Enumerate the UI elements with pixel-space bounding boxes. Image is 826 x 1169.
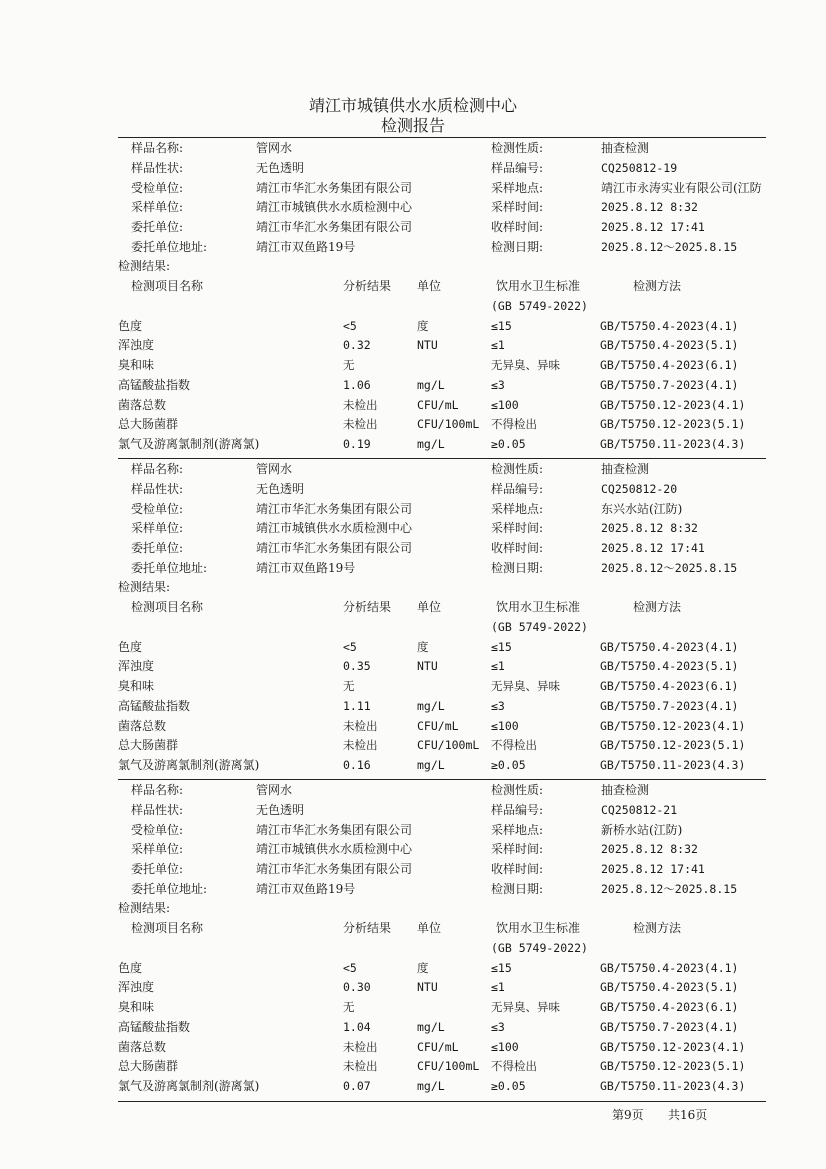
value-sample-name: 管网水 [256,783,293,797]
label-sample-no: 样品编号: [491,161,544,175]
label-client: 委托单位: [131,220,184,234]
cell-result: 未检出 [343,398,378,412]
label-sample-name: 样品名称: [131,462,184,476]
results-heading: 检测结果: [118,580,171,594]
cell-standard: 无异臭、异味 [491,1000,560,1014]
value-sample-state: 无色透明 [256,803,305,817]
label-inspected-unit: 受检单位: [131,823,184,837]
value-test-nature: 抽查检测 [601,783,650,797]
cell-item: 总大肠菌群 [118,1059,179,1073]
label-sample-state: 样品性状: [131,803,184,817]
cell-result: 1.06 [343,378,371,392]
value-test-date: 2025.8.12～2025.8.15 [601,882,738,896]
cell-method: GB/T5750.4-2023(5.1) [600,980,739,994]
cell-standard: ≤1 [491,980,505,994]
cell-method: GB/T5750.11-2023(4.3) [600,1079,746,1093]
col-item: 检测项目名称 [131,921,204,935]
cell-standard: 无异臭、异味 [491,358,560,372]
cell-unit: NTU [417,980,438,994]
value-sampling-time: 2025.8.12 8:32 [601,521,698,535]
divider [118,137,766,138]
col-standard-ref: (GB 5749-2022) [491,620,588,634]
label-test-nature: 检测性质: [491,141,544,155]
value-client: 靖江市华汇水务集团有限公司 [256,862,413,876]
results-heading: 检测结果: [118,901,171,915]
label-sample-name: 样品名称: [131,141,184,155]
label-test-date: 检测日期: [491,561,544,575]
value-sample-state: 无色透明 [256,482,305,496]
cell-standard: ≤1 [491,338,505,352]
cell-result: 0.16 [343,758,371,772]
col-result: 分析结果 [343,279,392,293]
cell-item: 浑浊度 [118,659,155,673]
col-unit: 单位 [417,279,442,293]
cell-method: GB/T5750.4-2023(4.1) [600,640,739,654]
cell-item: 总大肠菌群 [118,738,179,752]
cell-result: 未检出 [343,1040,378,1054]
label-sampling-time: 采样时间: [491,200,544,214]
cell-standard: ≤3 [491,378,505,392]
col-standard: 饮用水卫生标准 [496,279,581,293]
sample-block [0,462,826,782]
col-item: 检测项目名称 [131,279,204,293]
value-sample-no: CQ250812-21 [601,803,678,817]
value-sample-name: 管网水 [256,141,293,155]
value-client-address: 靖江市双鱼路19号 [256,240,356,254]
cell-method: GB/T5750.4-2023(6.1) [600,679,739,693]
value-test-date: 2025.8.12～2025.8.15 [601,240,738,254]
cell-method: GB/T5750.12-2023(4.1) [600,719,746,733]
label-sample-no: 样品编号: [491,803,544,817]
label-inspected-unit: 受检单位: [131,181,184,195]
label-sampling-unit: 采样单位: [131,200,184,214]
page-total: 共16页 [668,1108,708,1122]
value-sampling-site: 东兴水站(江防) [601,502,683,516]
cell-unit: mg/L [417,699,445,713]
cell-unit: 度 [417,640,429,654]
cell-item: 臭和味 [118,679,155,693]
label-sample-state: 样品性状: [131,161,184,175]
col-result: 分析结果 [343,921,392,935]
label-sampling-time: 采样时间: [491,521,544,535]
cell-standard: ≤100 [491,1040,519,1054]
value-receive-time: 2025.8.12 17:41 [601,220,705,234]
col-standard-ref: (GB 5749-2022) [491,941,588,955]
cell-standard: ≥0.05 [491,758,526,772]
cell-result: 未检出 [343,719,378,733]
cell-unit: 度 [417,961,429,975]
cell-result: 1.04 [343,1020,371,1034]
cell-standard: 不得检出 [491,1059,537,1073]
value-sample-name: 管网水 [256,462,293,476]
value-sampling-unit: 靖江市城镇供水水质检测中心 [256,200,413,214]
cell-result: 0.30 [343,980,371,994]
value-sampling-time: 2025.8.12 8:32 [601,842,698,856]
cell-method: GB/T5750.4-2023(6.1) [600,1000,739,1014]
cell-method: GB/T5750.12-2023(4.1) [600,1040,746,1054]
report-org-title: 靖江市城镇供水水质检测中心 [308,96,517,115]
cell-unit: CFU/100mL [417,417,480,431]
value-inspected-unit: 靖江市华汇水务集团有限公司 [256,181,413,195]
col-method: 检测方法 [633,921,682,935]
cell-item: 臭和味 [118,1000,155,1014]
cell-result: <5 [343,961,357,975]
cell-method: GB/T5750.4-2023(4.1) [600,961,739,975]
label-sampling-site: 采样地点: [491,502,544,516]
cell-item: 菌落总数 [118,1040,167,1054]
col-item: 检测项目名称 [131,600,204,614]
value-sampling-time: 2025.8.12 8:32 [601,200,698,214]
cell-standard: 无异臭、异味 [491,679,560,693]
cell-standard: 不得检出 [491,738,537,752]
cell-standard: ≤15 [491,640,512,654]
label-sample-no: 样品编号: [491,482,544,496]
value-test-nature: 抽查检测 [601,462,650,476]
cell-result: <5 [343,640,357,654]
label-test-nature: 检测性质: [491,783,544,797]
cell-standard: ≥0.05 [491,437,526,451]
value-sampling-unit: 靖江市城镇供水水质检测中心 [256,842,413,856]
cell-unit: 度 [417,319,429,333]
report-subtitle: 检测报告 [380,116,445,135]
value-client: 靖江市华汇水务集团有限公司 [256,541,413,555]
cell-method: GB/T5750.4-2023(6.1) [600,358,739,372]
value-client-address: 靖江市双鱼路19号 [256,561,356,575]
value-sample-no: CQ250812-20 [601,482,678,496]
col-unit: 单位 [417,921,442,935]
cell-method: GB/T5750.11-2023(4.3) [600,437,746,451]
page-number: 第9页 [612,1108,644,1122]
cell-method: GB/T5750.7-2023(4.1) [600,1020,739,1034]
label-inspected-unit: 受检单位: [131,502,184,516]
cell-item: 浑浊度 [118,980,155,994]
cell-method: GB/T5750.4-2023(5.1) [600,338,739,352]
cell-result: 0.32 [343,338,371,352]
cell-method: GB/T5750.7-2023(4.1) [600,699,739,713]
cell-unit: mg/L [417,437,445,451]
cell-item: 浑浊度 [118,338,155,352]
col-method: 检测方法 [633,600,682,614]
cell-result: 未检出 [343,1059,378,1073]
cell-result: 0.35 [343,659,371,673]
value-sample-no: CQ250812-19 [601,161,678,175]
label-receive-time: 收样时间: [491,220,544,234]
cell-standard: ≥0.05 [491,1079,526,1093]
cell-method: GB/T5750.12-2023(4.1) [600,398,746,412]
cell-standard: ≤100 [491,719,519,733]
cell-standard: ≤3 [491,699,505,713]
cell-result: <5 [343,319,357,333]
cell-item: 臭和味 [118,358,155,372]
value-sampling-site: 靖江市永涛实业有限公司(江防 [601,181,762,195]
cell-item: 色度 [118,319,143,333]
cell-item: 菌落总数 [118,719,167,733]
col-method: 检测方法 [633,279,682,293]
cell-result: 未检出 [343,417,378,431]
cell-item: 色度 [118,961,143,975]
cell-unit: mg/L [417,1020,445,1034]
cell-result: 无 [343,1000,355,1014]
col-standard: 饮用水卫生标准 [496,921,581,935]
cell-unit: mg/L [417,758,445,772]
label-sample-state: 样品性状: [131,482,184,496]
cell-item: 氯气及游离氯制剂(游离氯) [118,1079,260,1093]
label-client: 委托单位: [131,541,184,555]
col-standard: 饮用水卫生标准 [496,600,581,614]
label-test-nature: 检测性质: [491,462,544,476]
value-inspected-unit: 靖江市华汇水务集团有限公司 [256,502,413,516]
value-receive-time: 2025.8.12 17:41 [601,541,705,555]
cell-item: 高锰酸盐指数 [118,378,191,392]
cell-method: GB/T5750.11-2023(4.3) [600,758,746,772]
label-sampling-time: 采样时间: [491,842,544,856]
cell-result: 0.19 [343,437,371,451]
sample-block [0,141,826,461]
cell-unit: CFU/mL [417,1040,459,1054]
cell-result: 无 [343,358,355,372]
cell-item: 氯气及游离氯制剂(游离氯) [118,758,260,772]
cell-item: 氯气及游离氯制剂(游离氯) [118,437,260,451]
cell-unit: NTU [417,338,438,352]
cell-unit: CFU/100mL [417,738,480,752]
label-sampling-site: 采样地点: [491,823,544,837]
cell-standard: ≤15 [491,961,512,975]
cell-item: 色度 [118,640,143,654]
col-result: 分析结果 [343,600,392,614]
cell-unit: mg/L [417,378,445,392]
cell-unit: NTU [417,659,438,673]
value-sampling-site: 新桥水站(江防) [601,823,683,837]
value-client-address: 靖江市双鱼路19号 [256,882,356,896]
col-standard-ref: (GB 5749-2022) [491,299,588,313]
cell-unit: CFU/mL [417,398,459,412]
cell-method: GB/T5750.4-2023(5.1) [600,659,739,673]
label-client-address: 委托单位地址: [131,561,208,575]
label-sampling-site: 采样地点: [491,181,544,195]
cell-item: 总大肠菌群 [118,417,179,431]
value-inspected-unit: 靖江市华汇水务集团有限公司 [256,823,413,837]
sample-block [0,783,826,1103]
col-unit: 单位 [417,600,442,614]
label-sampling-unit: 采样单位: [131,842,184,856]
cell-item: 高锰酸盐指数 [118,1020,191,1034]
value-receive-time: 2025.8.12 17:41 [601,862,705,876]
label-receive-time: 收样时间: [491,862,544,876]
cell-result: 1.11 [343,699,371,713]
value-test-nature: 抽查检测 [601,141,650,155]
results-heading: 检测结果: [118,259,171,273]
label-client-address: 委托单位地址: [131,240,208,254]
cell-unit: CFU/100mL [417,1059,480,1073]
cell-standard: 不得检出 [491,417,537,431]
cell-unit: CFU/mL [417,719,459,733]
label-client-address: 委托单位地址: [131,882,208,896]
value-sample-state: 无色透明 [256,161,305,175]
label-sampling-unit: 采样单位: [131,521,184,535]
cell-item: 高锰酸盐指数 [118,699,191,713]
cell-method: GB/T5750.12-2023(5.1) [600,738,746,752]
cell-method: GB/T5750.12-2023(5.1) [600,417,746,431]
cell-result: 无 [343,679,355,693]
label-sample-name: 样品名称: [131,783,184,797]
cell-standard: ≤1 [491,659,505,673]
cell-method: GB/T5750.7-2023(4.1) [600,378,739,392]
cell-result: 0.07 [343,1079,371,1093]
cell-item: 菌落总数 [118,398,167,412]
cell-method: GB/T5750.12-2023(5.1) [600,1059,746,1073]
value-test-date: 2025.8.12～2025.8.15 [601,561,738,575]
cell-standard: ≤15 [491,319,512,333]
cell-standard: ≤3 [491,1020,505,1034]
value-client: 靖江市华汇水务集团有限公司 [256,220,413,234]
label-test-date: 检测日期: [491,882,544,896]
cell-standard: ≤100 [491,398,519,412]
label-client: 委托单位: [131,862,184,876]
cell-method: GB/T5750.4-2023(4.1) [600,319,739,333]
value-sampling-unit: 靖江市城镇供水水质检测中心 [256,521,413,535]
label-test-date: 检测日期: [491,240,544,254]
cell-result: 未检出 [343,738,378,752]
label-receive-time: 收样时间: [491,541,544,555]
cell-unit: mg/L [417,1079,445,1093]
